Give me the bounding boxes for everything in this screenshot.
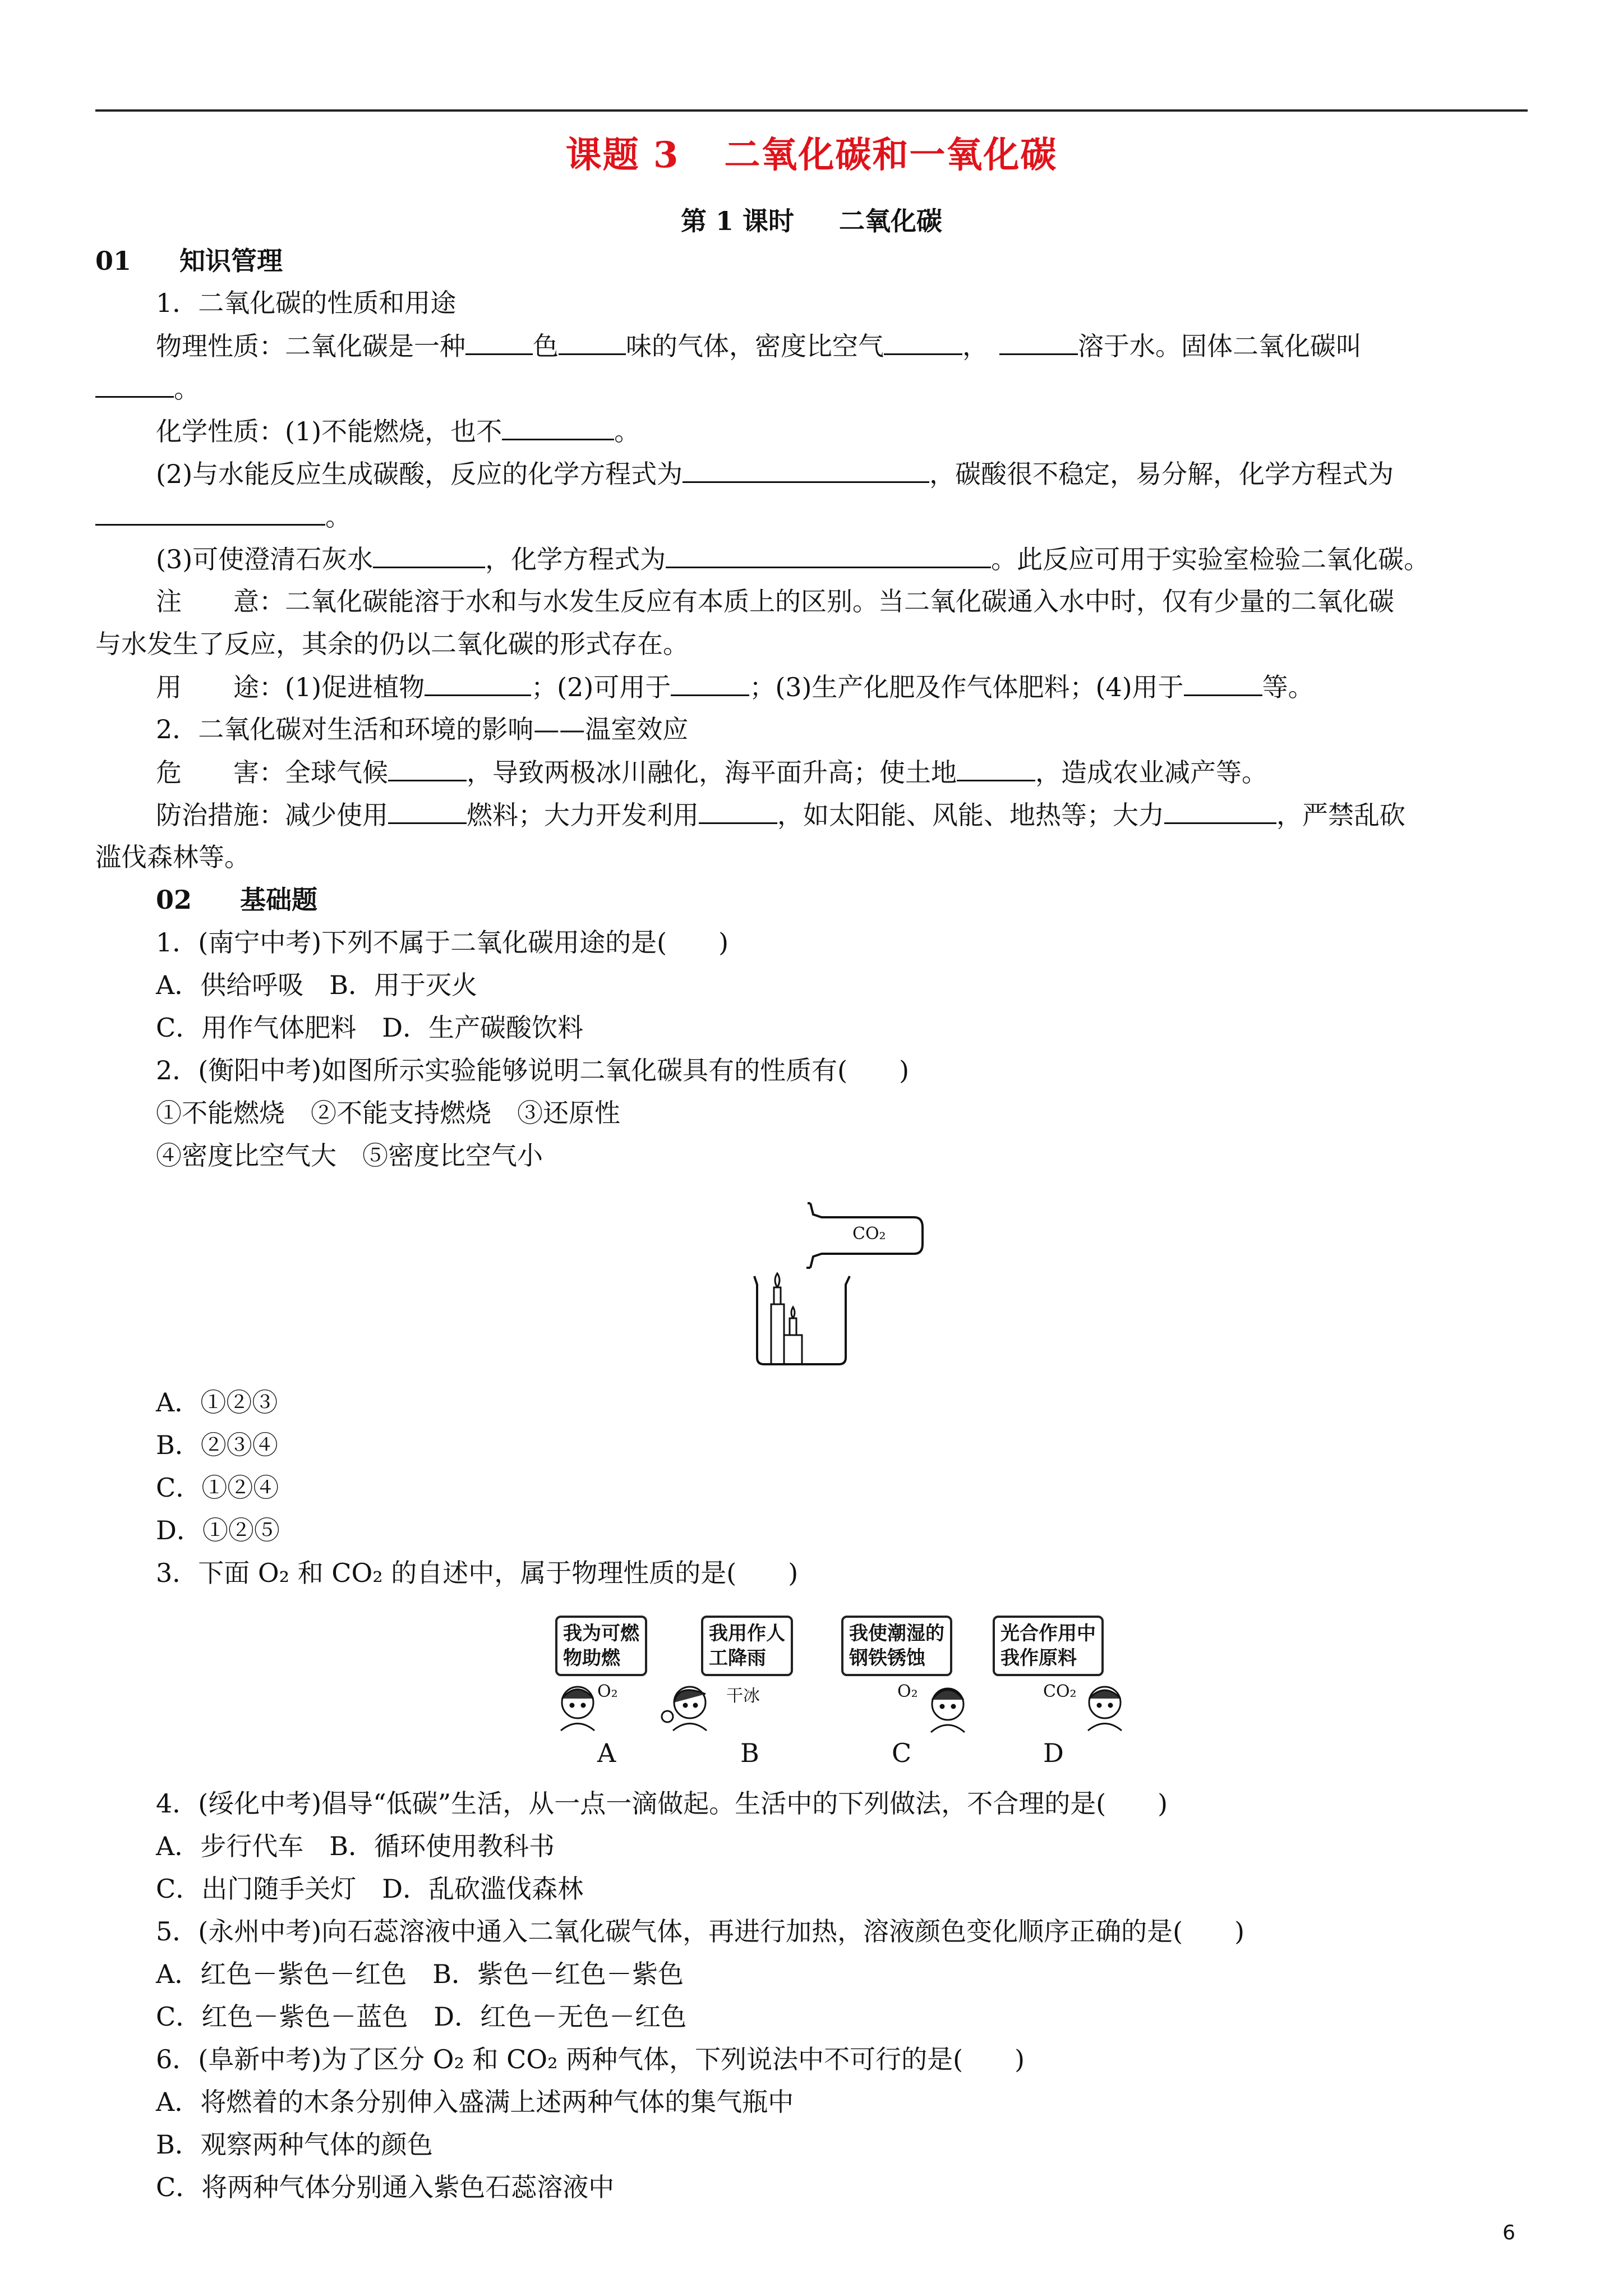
question-2-items-2: ④密度比空气大 ⑤密度比空气小 — [156, 1140, 543, 1171]
prevention — [156, 798, 1592, 832]
text: 减少使用 — [285, 800, 388, 830]
question-4-options-cd: C．出门随手关灯 D．乱砍滥伐森林 — [156, 1874, 584, 1904]
section-basic — [156, 883, 1592, 917]
answer-blank[interactable] — [388, 798, 467, 824]
answer-blank[interactable] — [699, 798, 777, 824]
text: 等。 — [1262, 672, 1314, 702]
harm-label: 危 害： — [156, 757, 285, 788]
answer-blank[interactable] — [999, 329, 1078, 355]
text: ；(2)可用于 — [531, 672, 671, 702]
question-6-option-c: C．将两种气体分别通入紫色石蕊溶液中 — [156, 2172, 615, 2202]
text: 。 — [614, 416, 640, 447]
text: ，导致两极冰川融化，海平面升高；使土地 — [467, 757, 957, 788]
character-d-icon — [1088, 1687, 1122, 1731]
speech-bubble-b: 我用作人 工降雨 — [701, 1616, 793, 1676]
physical-properties — [156, 329, 1592, 363]
answer-blank[interactable] — [502, 414, 614, 440]
physical-properties-cont — [95, 371, 1531, 406]
question-6-option-a: A．将燃着的木条分别伸入盛满上述两种气体的集气瓶中 — [156, 2087, 794, 2117]
uses-label: 用 途： — [156, 672, 285, 702]
question-5: 5．(永州中考)向石蕊溶液中通入二氧化碳气体，再进行加热，溶液颜色变化顺序正确的是( ) — [156, 1916, 1245, 1947]
harm — [156, 755, 1592, 789]
knowledge-heading-1: 1．二氧化碳的性质和用途 — [156, 288, 457, 318]
character-b-icon — [662, 1687, 707, 1731]
question-5-options-ab: A．红色－紫色－红色 B．紫色－红色－紫色 — [156, 1959, 684, 1989]
chemical-properties-2 — [156, 457, 1592, 491]
chemical-properties-1 — [156, 414, 1592, 448]
character-c-icon — [931, 1688, 965, 1732]
chemical-properties-2-cont — [95, 499, 1531, 533]
lesson-name: 二氧化碳和一氧化碳 — [724, 134, 1058, 176]
speech-bubble-d: 光合作用中 我作原料 — [993, 1616, 1104, 1676]
question-5-options-cd: C．红色－紫色－蓝色 D．红色－无色－红色 — [156, 2001, 687, 2032]
text: ；(3)生产化肥及作气体肥料；(4)用于 — [749, 672, 1184, 702]
question-2-option-c: C．①②④ — [156, 1473, 279, 1503]
speech-bubble-c: 我使潮湿的 钢铁锈蚀 — [841, 1616, 952, 1676]
text: 味的气体，密度比空气 — [626, 331, 884, 361]
answer-blank[interactable] — [388, 755, 467, 781]
text: 燃料；大力开发利用 — [467, 800, 699, 830]
question-2-option-b: B．②③④ — [156, 1430, 278, 1460]
question-1: 1．(南宁中考)下列不属于二氧化碳用途的是( ) — [156, 927, 729, 958]
knowledge-heading-2: 2．二氧化碳对生活和环境的影响——温室效应 — [156, 714, 689, 744]
section-name: 基础题 — [240, 885, 317, 915]
answer-blank[interactable] — [1184, 670, 1262, 696]
answer-blank[interactable] — [1164, 798, 1276, 824]
section-knowledge — [95, 244, 1531, 278]
section-name: 知识管理 — [179, 246, 283, 276]
lesson-title — [0, 126, 1623, 178]
text: (1)促进植物 — [285, 672, 425, 702]
question-4: 4．(绥化中考)倡导“低碳”生活，从一点一滴做起。生活中的下列做法，不合理的是( ) — [156, 1788, 1168, 1819]
note-cont: 与水发生了反应，其余的仍以二氧化碳的形式存在。 — [95, 629, 689, 659]
tag-c: O₂ — [897, 1682, 918, 1701]
period-number: 第 1 课时 — [680, 206, 795, 236]
answer-blank[interactable] — [957, 755, 1035, 781]
answer-blank[interactable] — [95, 371, 174, 398]
answer-blank[interactable] — [373, 542, 485, 568]
question-1-options-cd: C．用作气体肥料 D．生产碳酸饮料 — [156, 1013, 584, 1043]
answer-blank[interactable] — [425, 670, 531, 696]
figure-label-a: A — [597, 1738, 616, 1768]
co2-apparatus-drawing — [740, 1184, 931, 1369]
question-6: 6．(阜新中考)为了区分 O₂ 和 CO₂ 两种气体，下列说法中不可行的是( ) — [156, 2044, 1025, 2074]
figure-label-d: D — [1043, 1738, 1064, 1768]
chemical-properties-3 — [156, 542, 1592, 576]
answer-blank[interactable] — [666, 542, 991, 568]
answer-blank[interactable] — [884, 329, 962, 355]
top-rule — [95, 109, 1528, 112]
text: 二氧化碳能溶于水和与水发生反应有本质上的区别。当二氧化碳通入水中时，仅有少量的二氧化碳 — [285, 586, 1394, 616]
page-number: 6 — [1502, 2221, 1515, 2244]
text: 溶于水。固体二氧化碳叫 — [1078, 331, 1362, 361]
lesson-number: 课题 3 — [565, 134, 680, 176]
period-title — [0, 201, 1623, 238]
text: 。 — [174, 374, 200, 404]
tag-a: O₂ — [597, 1682, 618, 1701]
note-label: 注 意： — [156, 586, 285, 616]
section-number: 02 — [156, 885, 192, 915]
figure-label-c: C — [892, 1738, 912, 1768]
speech-bubble-a: 我为可燃 物助燃 — [555, 1616, 647, 1676]
uses — [156, 670, 1592, 704]
text: (2)与水能反应生成碳酸，反应的化学方程式为 — [156, 459, 683, 489]
question-4-options-ab: A．步行代车 B．循环使用教科书 — [156, 1831, 555, 1861]
question-6-option-b: B．观察两种气体的颜色 — [156, 2129, 433, 2160]
question-2: 2．(衡阳中考)如图所示实验能够说明二氧化碳具有的性质有( ) — [156, 1055, 910, 1085]
note — [156, 585, 1592, 618]
text: ，造成农业减产等。 — [1035, 757, 1267, 788]
text: 化学性质：(1)不能燃烧，也不 — [156, 416, 502, 447]
answer-blank[interactable] — [671, 670, 749, 696]
answer-blank[interactable] — [683, 457, 929, 483]
text: 物理性质：二氧化碳是一种 — [156, 331, 465, 361]
text: ，化学方程式为 — [485, 544, 666, 574]
character-drawings — [538, 1677, 1155, 1733]
question-1-options-ab: A．供给呼吸 B．用于灭火 — [156, 970, 478, 1000]
question-2-option-d: D．①②⑤ — [156, 1515, 280, 1545]
character-a-icon — [561, 1687, 594, 1731]
prevention-label: 防治措施： — [156, 800, 285, 830]
text: ，碳酸很不稳定，易分解，化学方程式为 — [929, 459, 1394, 489]
self-description-figure — [538, 1610, 1155, 1778]
answer-blank[interactable] — [465, 329, 533, 355]
text: (3)可使澄清石灰水 — [156, 544, 374, 574]
prevention-cont: 滥伐森林等。 — [95, 842, 250, 872]
text: ， — [962, 331, 988, 361]
question-3: 3．下面 O₂ 和 CO₂ 的自述中，属于物理性质的是( ) — [156, 1558, 799, 1588]
answer-blank[interactable] — [95, 499, 325, 526]
co2-pouring-figure — [740, 1184, 931, 1369]
co2-label: CO₂ — [852, 1224, 886, 1244]
text: ，如太阳能、风能、地热等；大力 — [777, 800, 1164, 830]
question-2-items-1: ①不能燃烧 ②不能支持燃烧 ③还原性 — [156, 1098, 620, 1128]
tag-b: 干冰 — [726, 1686, 760, 1706]
answer-blank[interactable] — [559, 329, 626, 355]
text: 全球气候 — [285, 757, 388, 788]
figure-label-b: B — [740, 1738, 759, 1768]
tag-d: CO₂ — [1043, 1682, 1077, 1701]
period-topic: 二氧化碳 — [839, 206, 943, 236]
text: ，严禁乱砍 — [1276, 800, 1405, 830]
text: 色 — [533, 331, 559, 361]
text: 。此反应可用于实验室检验二氧化碳。 — [991, 544, 1430, 574]
question-2-option-a: A．①②③ — [156, 1387, 278, 1418]
section-number: 01 — [95, 246, 132, 276]
text: 。 — [325, 501, 351, 532]
